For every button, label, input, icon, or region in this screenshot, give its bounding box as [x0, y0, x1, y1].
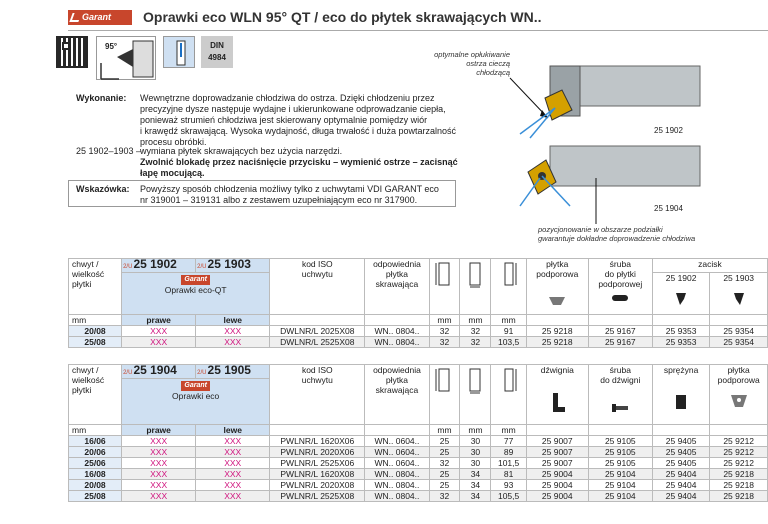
screw-code: 25 9167 [588, 326, 652, 337]
text-line: Powyższy sposób chłodzenia możliwy tylko z uchwytami VDI GARANT eco [140, 184, 439, 194]
logo-icon [69, 13, 81, 22]
table-header-row [69, 259, 768, 273]
caption-top [432, 50, 510, 77]
dim-b: 34 [460, 469, 491, 480]
sruba-header [588, 365, 652, 425]
prawe-label: prawe [122, 425, 196, 436]
screw-code: 25 9105 [588, 436, 652, 447]
caption-line: gwarantuje dokładne doprowadzenie chłodziwa [538, 234, 696, 243]
hdr-line: płytka [546, 259, 569, 269]
insert-cell: WN.. 0604.. [365, 458, 429, 469]
code-b [196, 365, 270, 379]
mini-logo: Garant [181, 381, 210, 391]
table-row [69, 436, 768, 447]
mm-label: mm [491, 425, 526, 436]
dzwignia-header [526, 365, 588, 425]
code-b [196, 259, 270, 273]
text-line-bold: łapę mocującą. [140, 168, 205, 178]
hdr-line: kod ISO [301, 365, 333, 375]
spring-code: 25 9404 [652, 491, 710, 502]
brand-cell [122, 379, 270, 425]
text-line: Wewnętrzne doprowadzanie chłodziwa do ostrza. Dzięki chłodzeniu przez [140, 93, 435, 103]
right-code: XXX [122, 458, 196, 469]
left-code: XXX [196, 326, 270, 337]
dim-a: 32 [429, 458, 460, 469]
table-row [69, 480, 768, 491]
hdr-line: dźwignia [540, 365, 574, 375]
size-cell: 16/06 [69, 436, 122, 447]
iso-cell: PWLNR/L 1620X06 [270, 436, 365, 447]
lever-code: 25 9004 [526, 480, 588, 491]
hdr-line: płytka [727, 365, 750, 375]
hdr-line: sprężyna [663, 365, 699, 375]
size-cell: 25/06 [69, 458, 122, 469]
coolant-channel-icon [164, 37, 196, 69]
empty-cell [270, 425, 365, 436]
table-row [69, 469, 768, 480]
dim-b-svg [465, 259, 485, 289]
image-code-2: 25 1904 [654, 204, 683, 213]
image-code-1: 25 1902 [654, 126, 683, 135]
text-line: i krawędź skrawającą. Wysoka wydajność, długa trwałość i duża powtarzalność [140, 126, 457, 136]
spring-svg [673, 393, 689, 411]
dim-c-icon [491, 259, 526, 315]
mm-label: mm [69, 315, 122, 326]
mini-logo: Garant [181, 275, 210, 285]
din-badge [201, 36, 233, 68]
iso-cell: DWLNR/L 2525X08 [270, 337, 365, 348]
spring-code: 25 9405 [652, 458, 710, 469]
insert-cell: WN.. 0804.. [365, 469, 429, 480]
code-a-tag: 2/U [123, 264, 133, 270]
clamp-a-code: 25 9353 [652, 326, 710, 337]
brand-subtitle: Oprawki eco-QT [164, 285, 227, 295]
code-a-text: 25 1902 [133, 258, 177, 271]
hdr-line: podporowa [717, 375, 760, 385]
mm-label: mm [429, 425, 460, 436]
table-row [69, 337, 768, 348]
page-header [0, 0, 768, 32]
insert-cell: WN.. 0804.. [365, 326, 429, 337]
dim-c: 91 [491, 326, 526, 337]
ref-label: 25 1902–1903 – [76, 146, 142, 156]
dim-c-icon [491, 365, 526, 425]
dim-c: 101,5 [491, 458, 526, 469]
plate-code: 25 9218 [710, 491, 768, 502]
dim-a: 32 [429, 326, 460, 337]
zacisk-a-cell [652, 273, 710, 315]
brand-subtitle: Oprawki eco [172, 391, 220, 401]
dim-b: 32 [460, 337, 491, 348]
code-b-text: 25 1905 [207, 364, 251, 377]
wykonanie-label: Wykonanie: [76, 93, 127, 103]
lever-code: 25 9007 [526, 458, 588, 469]
iso-cell: PWLNR/L 2020X08 [270, 480, 365, 491]
spring-icon [654, 393, 709, 413]
screw-icon [590, 403, 651, 415]
lever-code: 25 9007 [526, 436, 588, 447]
dim-b: 34 [460, 491, 491, 502]
empty-cell [652, 425, 710, 436]
insert-cell: WN.. 0804.. [365, 491, 429, 502]
qr-corner [62, 42, 70, 50]
hdr-line: uchwytu [301, 375, 333, 385]
size-header [69, 259, 122, 315]
dim-a: 25 [429, 447, 460, 458]
clamp-svg [732, 291, 746, 307]
screw-code: 25 9104 [588, 491, 652, 502]
clamp-a-code: 25 9353 [652, 337, 710, 348]
screw-code: 25 9167 [588, 337, 652, 348]
wskazowka-label: Wskazówka: [76, 184, 130, 194]
text-line: nr 319001 – 319131 albo z zestawem uzupełniającym eco nr 317900. [140, 195, 418, 205]
clamp-svg [674, 291, 688, 307]
hdr-line: śruba [609, 365, 631, 375]
empty-cell [652, 315, 710, 326]
dim-c: 105,5 [491, 491, 526, 502]
table-header-row [69, 365, 768, 379]
empty-cell [526, 425, 588, 436]
left-code: XXX [196, 337, 270, 348]
empty-cell [526, 315, 588, 326]
iso-header [270, 259, 365, 315]
right-code: XXX [122, 337, 196, 348]
iso-cell: PWLNR/L 2525X08 [270, 491, 365, 502]
plate-code: 25 9218 [710, 480, 768, 491]
wykonanie-text [140, 93, 470, 148]
insert-header [365, 365, 429, 425]
dim-c-svg [499, 365, 519, 395]
insert-header [365, 259, 429, 315]
table-eco-qt [68, 258, 768, 348]
lever-code: 25 9004 [526, 469, 588, 480]
text-line: wymiana płytek skrawających bez użycia narzędzi. [140, 146, 343, 156]
empty-cell [365, 315, 429, 326]
dim-c: 89 [491, 447, 526, 458]
table-row [69, 458, 768, 469]
din-text: DIN 4984 [208, 41, 226, 62]
dim-a: 32 [429, 491, 460, 502]
caption-line: ostrza cieczą chłodzącą [466, 59, 510, 77]
dim-c: 77 [491, 436, 526, 447]
screw-icon [590, 293, 651, 305]
dim-b: 34 [460, 480, 491, 491]
header-divider [68, 30, 768, 31]
mm-label: mm [491, 315, 526, 326]
size-cell: 20/08 [69, 480, 122, 491]
plate-code: 25 9212 [710, 458, 768, 469]
mm-label: mm [460, 425, 491, 436]
dim-a-icon [429, 259, 460, 315]
zacisk-b-code: 25 1903 [723, 273, 755, 283]
screw-svg [610, 403, 630, 413]
size-header [69, 365, 122, 425]
hdr-line: skrawająca [375, 385, 419, 395]
support-plate-icon [528, 295, 587, 309]
size-cell: 25/08 [69, 491, 122, 502]
plate-code: 25 9212 [710, 436, 768, 447]
table-row [69, 326, 768, 337]
screw-code: 25 9105 [588, 447, 652, 458]
support-plate-svg [547, 295, 567, 307]
size-cell: 20/08 [69, 326, 122, 337]
text-line: ponieważ strumień chłodziwa jest skierowany optymalnie pomiędzy wiór [140, 115, 428, 125]
spring-code: 25 9404 [652, 469, 710, 480]
hdr-line: do dźwigni [600, 375, 641, 385]
lever-icon [528, 391, 587, 417]
plate-code: 25 9218 [526, 337, 588, 348]
caption-line: pozycjonowanie w obszarze podziałki [538, 225, 663, 234]
angle-label: 95° [105, 42, 118, 51]
size-cell: 16/08 [69, 469, 122, 480]
insert-cell: WN.. 0804.. [365, 337, 429, 348]
screw-code: 25 9104 [588, 480, 652, 491]
left-code: XXX [196, 447, 270, 458]
text-line: precyzyjne dysze następuje wydajne i ukierunkowane odprowadzanie ciepła, [140, 104, 446, 114]
hdr-line: śruba [609, 259, 631, 269]
screw-code: 25 9104 [588, 469, 652, 480]
brand-cell [122, 273, 270, 315]
dim-b: 30 [460, 458, 491, 469]
hdr-line: do płytki [604, 269, 636, 279]
qr-code-icon [56, 36, 88, 68]
plate-code: 25 9218 [710, 469, 768, 480]
iso-cell: PWLNR/L 2525X06 [270, 458, 365, 469]
zacisk-b-cell [710, 273, 768, 315]
hdr-line: chwyt / [72, 365, 99, 375]
lewe-label: lewe [196, 315, 270, 326]
iso-header [270, 365, 365, 425]
dim-b-svg [465, 365, 485, 395]
hdr-line: chwyt / [72, 259, 99, 269]
dim-a: 25 [429, 436, 460, 447]
screw-svg [610, 293, 630, 303]
plytka-header [710, 365, 768, 425]
dim-b-icon [460, 259, 491, 315]
text-line-bold: Zwolnić blokadę przez naciśnięcie przycisku – wymienić ostrze – zacisnąć [140, 157, 458, 167]
iso-cell: PWLNR/L 2020X06 [270, 447, 365, 458]
lewe-label: lewe [196, 425, 270, 436]
insert-cell: WN.. 0604.. [365, 436, 429, 447]
empty-cell [710, 315, 768, 326]
code-a-text: 25 1904 [133, 364, 177, 377]
prawe-label: prawe [122, 315, 196, 326]
right-code: XXX [122, 447, 196, 458]
ref-text [140, 146, 470, 179]
table-eco [68, 364, 768, 502]
table-units-row [69, 425, 768, 436]
dim-a: 32 [429, 337, 460, 348]
sprezyna-header [652, 365, 710, 425]
dim-b-icon [460, 365, 491, 425]
iso-cell: DWLNR/L 2025X08 [270, 326, 365, 337]
sruba-header [588, 259, 652, 315]
dim-c: 93 [491, 480, 526, 491]
lever-code: 25 9004 [526, 491, 588, 502]
garant-logo [68, 10, 132, 25]
right-code: XXX [122, 469, 196, 480]
text-line: procesu obróbki. [140, 137, 207, 147]
hdr-line: skrawająca [375, 279, 419, 289]
support-plate-icon [711, 393, 766, 413]
hdr-line: podporowa [536, 269, 579, 279]
table-units-row [69, 315, 768, 326]
insert-cell: WN.. 0604.. [365, 447, 429, 458]
clamp-icon [654, 291, 709, 309]
plate-code: 25 9218 [526, 326, 588, 337]
spring-code: 25 9405 [652, 447, 710, 458]
plytka-header [526, 259, 588, 315]
hdr-line: odpowiednia [373, 365, 421, 375]
dim-a: 25 [429, 469, 460, 480]
logo-text: Garant [82, 12, 112, 22]
hdr-line: podporowej [598, 279, 643, 289]
wskazowka-text [140, 184, 450, 206]
clamp-b-code: 25 9354 [710, 337, 768, 348]
iso-cell: PWLNR/L 1620X08 [270, 469, 365, 480]
dim-a-svg [434, 365, 454, 395]
dim-c: 81 [491, 469, 526, 480]
coolant-icon [163, 36, 195, 68]
empty-cell [365, 425, 429, 436]
size-cell: 25/08 [69, 337, 122, 348]
right-code: XXX [122, 480, 196, 491]
empty-cell [710, 425, 768, 436]
code-b-tag: 2/U [197, 370, 207, 376]
dim-c: 103,5 [491, 337, 526, 348]
empty-cell [270, 315, 365, 326]
spring-code: 25 9404 [652, 480, 710, 491]
dim-a: 25 [429, 480, 460, 491]
empty-cell [588, 425, 652, 436]
support-plate-svg [729, 393, 749, 411]
hdr-line: kod ISO [301, 259, 333, 269]
lever-code: 25 9007 [526, 447, 588, 458]
dim-c-svg [499, 259, 519, 289]
empty-cell [588, 315, 652, 326]
table-row [69, 491, 768, 502]
hdr-line: uchwytu [301, 269, 333, 279]
right-code: XXX [122, 491, 196, 502]
code-a-tag: 2/U [123, 370, 133, 376]
dim-b: 30 [460, 436, 491, 447]
code-b-tag: 2/U [197, 264, 207, 270]
hdr-line: płytka [385, 269, 409, 279]
dim-a-svg [434, 259, 454, 289]
table-row [69, 447, 768, 458]
left-code: XXX [196, 458, 270, 469]
left-code: XXX [196, 436, 270, 447]
size-cell: 20/06 [69, 447, 122, 458]
dim-b: 30 [460, 447, 491, 458]
mm-label: mm [69, 425, 122, 436]
clamp-icon [711, 291, 766, 309]
code-b-text: 25 1903 [207, 258, 251, 271]
hdr-line: płytka [385, 375, 409, 385]
left-code: XXX [196, 469, 270, 480]
right-code: XXX [122, 436, 196, 447]
code-a [122, 365, 196, 379]
right-code: XXX [122, 326, 196, 337]
dim-b: 32 [460, 326, 491, 337]
hdr-line: odpowiednia [373, 259, 421, 269]
spring-code: 25 9405 [652, 436, 710, 447]
hdr-line: wielkość [72, 375, 105, 385]
dim-a-icon [429, 365, 460, 425]
insert-cell: WN.. 0804.. [365, 480, 429, 491]
hdr-line: płytki [72, 279, 92, 289]
clamp-b-code: 25 9354 [710, 326, 768, 337]
left-code: XXX [196, 480, 270, 491]
zacisk-header: zacisk [652, 259, 767, 273]
code-a [122, 259, 196, 273]
hdr-line: płytki [72, 385, 92, 395]
plate-code: 25 9212 [710, 447, 768, 458]
left-code: XXX [196, 491, 270, 502]
caption-bottom [538, 225, 695, 243]
lever-svg [547, 391, 567, 415]
tool-holder-image [500, 48, 720, 228]
mm-label: mm [460, 315, 491, 326]
screw-code: 25 9105 [588, 458, 652, 469]
caption-line: optymalne opłukiwanie [434, 50, 510, 59]
page-title: Oprawki eco WLN 95° QT / eco do płytek skrawających WN.. [143, 9, 542, 25]
mm-label: mm [429, 315, 460, 326]
zacisk-a-code: 25 1902 [665, 273, 697, 283]
hdr-line: wielkość [72, 269, 105, 279]
